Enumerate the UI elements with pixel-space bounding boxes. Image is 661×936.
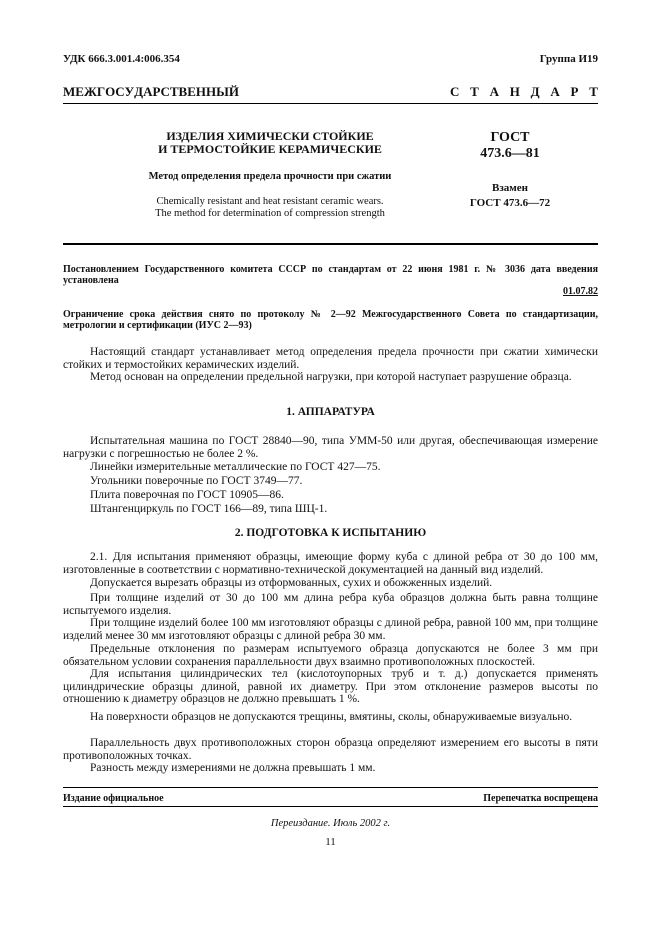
- gost-number: 473.6—81: [480, 146, 540, 161]
- standard-heading: [450, 84, 598, 100]
- heading-letter: Д: [134, 84, 144, 99]
- english-title-line: Chemically resistant and heat resistant ceramic wears.: [156, 196, 384, 207]
- heading-letter: Ж: [83, 84, 97, 99]
- heading-letter: Г: [96, 84, 106, 99]
- replaces-label: Взамен: [492, 182, 528, 194]
- body-paragraph: На поверхности образцов не допускаются трещины, вмятины, сколы, обнаруживаемые визуально.: [90, 711, 573, 723]
- replaces-number: ГОСТ 473.6—72: [469, 197, 551, 209]
- official-edition-label: Издание официальное: [63, 793, 164, 804]
- limitation-text: Ограничение срока действия снято по протоколу № 2—92 Межгосударственного Совета по стандартизации, метрологии и сертификации (ИУС 2—93): [63, 309, 598, 331]
- body-paragraph: Разность между измерениями не должна превышать 1 мм.: [90, 762, 376, 774]
- divider: [63, 787, 598, 788]
- body-paragraph: Допускается вырезать образцы из отформованных, сухих и обожженных изделий.: [90, 577, 493, 589]
- section-heading: 2. ПОДГОТОВКА К ИСПЫТАНИЮ: [234, 527, 427, 539]
- heading-letter: В: [178, 84, 188, 99]
- body-paragraph: Параллельность двух противоположных сторон образца определяют измерением его высоты в пяти противоположных точках.: [63, 737, 598, 762]
- heading-letter: А: [489, 84, 499, 99]
- heading-letter: О: [105, 84, 116, 99]
- divider: [63, 243, 598, 245]
- title-line: И ТЕРМОСТОЙКИЕ КЕРАМИЧЕСКИЕ: [158, 142, 382, 156]
- heading-letter: Р: [152, 84, 161, 99]
- gost-label: ГОСТ: [490, 130, 530, 145]
- body-paragraph: При толщине изделий более 100 мм изготовляют образцы с длиной ребра, равной 100 мм, при толщине изделий менее 30 мм изготовляют образцы с длиной ребра 30 мм.: [63, 617, 598, 642]
- heading-letter: С: [115, 84, 125, 99]
- apparatus-item: Испытательная машина по ГОСТ 28840—90, типа УММ-50 или другая, обеспечивающая измерение нагрузки с погрешностью не более 2 %.: [63, 435, 598, 460]
- english-title-line: The method for determination of compression strength: [155, 208, 385, 219]
- title-line: ИЗДЕЛИЯ ХИМИЧЕСКИ СТОЙКИЕ: [166, 129, 374, 143]
- document-subtitle: Метод определения предела прочности при сжатии: [148, 171, 392, 182]
- apparatus-item: Плита поверочная по ГОСТ 10905—86.: [90, 489, 284, 501]
- heading-letter: Т: [470, 84, 479, 99]
- heading-letter: У: [124, 84, 135, 99]
- heading-letter: Н: [509, 84, 520, 99]
- divider: [63, 806, 598, 807]
- reissue-note: Переиздание. Июль 2002 г.: [270, 818, 391, 829]
- heading-letter: Т: [589, 84, 598, 99]
- body-paragraph: Для испытания цилиндрических тел (кислотоупорных труб и т. д.) допускается применять цилиндрические образцы длиной, равной их диаметру. При этом отклонение размеров высоты по отношению к диаметру образцов не должно превышать 1 %.: [63, 668, 598, 705]
- reprint-notice: Перепечатка воспрещена: [483, 793, 598, 804]
- heading-letter: А: [550, 84, 560, 99]
- apparatus-item: Штангенциркуль по ГОСТ 166—89, типа ШЦ-1.: [90, 503, 328, 515]
- heading-letter: Р: [570, 84, 579, 99]
- intro-paragraph: Метод основан на определении предельной нагрузки, при которой наступает разрушение образца.: [90, 371, 572, 383]
- heading-letter: Д: [530, 84, 540, 99]
- heading-letter: С: [450, 84, 460, 99]
- introduction-date: 01.07.82: [563, 286, 598, 297]
- heading-letter: Н: [205, 84, 217, 99]
- decree-text: Постановлением Государственного комитета СССР по стандартам от 22 июня 1981 г. № 3036 дата введения установлена: [63, 264, 598, 286]
- gost-designation: [455, 130, 565, 162]
- heading-letter: А: [143, 84, 153, 99]
- heading-letter: С: [160, 84, 170, 99]
- group-code: Группа И19: [539, 53, 598, 65]
- heading-letter: Е: [75, 84, 84, 99]
- heading-letter: Ы: [216, 84, 229, 99]
- heading-letter: Й: [228, 84, 239, 99]
- heading-letter: Е: [187, 84, 196, 99]
- interstate-heading: [63, 84, 239, 100]
- body-paragraph: 2.1. Для испытания применяют образцы, имеющие форму куба с длиной ребра от 30 до 100 мм, изготовленные в соответствии с нормативно-технической документацией на данный вид изделий.: [63, 551, 598, 576]
- intro-paragraph: Настоящий стандарт устанавливает метод определения предела прочности при сжатии химически стойких и термостойких керамических изделий.: [63, 346, 598, 371]
- page-number: 11: [325, 836, 336, 848]
- divider: [63, 103, 598, 104]
- body-paragraph: Предельные отклонения по размерам испытуемого образца допускаются не более 3 мм при обязательном условии сохранения параллельности двух взаимно противоположных плоскостей.: [63, 643, 598, 668]
- heading-letter: М: [63, 84, 76, 99]
- apparatus-item: Угольники поверочные по ГОСТ 3749—77.: [90, 475, 303, 487]
- udk-code: УДК 666.3.001.4:006.354: [63, 53, 180, 65]
- body-paragraph: При толщине изделий от 30 до 100 мм длина ребра куба образцов должна быть равна толщине испытуемого изделия.: [63, 592, 598, 617]
- document-title: [120, 130, 420, 156]
- apparatus-item: Линейки измерительные металлические по ГОСТ 427—75.: [90, 461, 381, 473]
- section-heading: 1. АППАРАТУРА: [286, 406, 375, 418]
- heading-letter: Н: [195, 84, 206, 99]
- replaces-block: [455, 181, 565, 211]
- heading-letter: Т: [169, 84, 179, 99]
- english-title: [120, 196, 420, 220]
